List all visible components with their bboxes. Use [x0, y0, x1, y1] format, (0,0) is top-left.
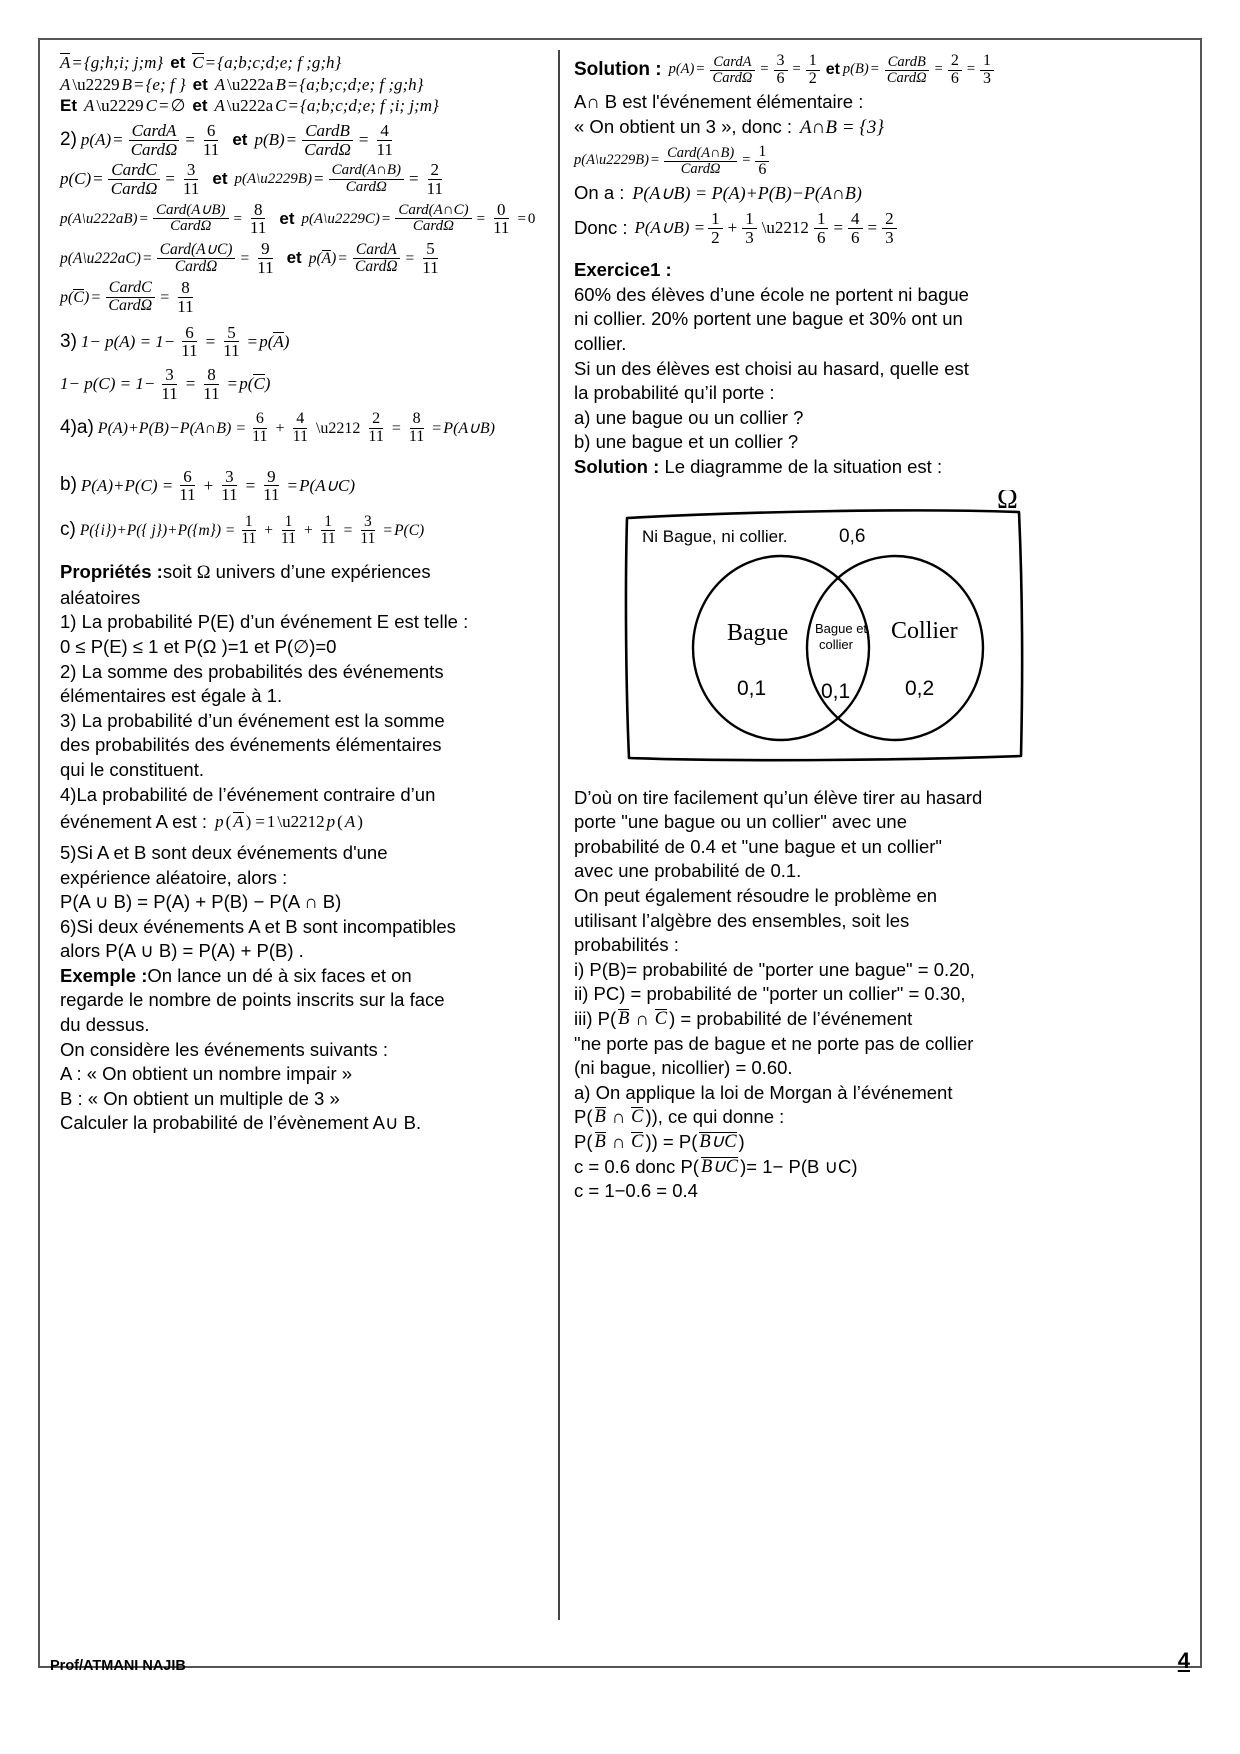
item4b-f3d: 11 — [263, 485, 280, 505]
exercice1-l3: collier. — [574, 333, 627, 355]
pb-val-num: 4 — [377, 122, 392, 141]
pb-num: CardB — [302, 122, 353, 141]
item-2-label: 2) — [60, 128, 77, 150]
after-l10-inter: ∩ — [635, 1007, 649, 1029]
propriete-4-line-2: événement A est : p ( A ) = 1 \u2212 p ( A ) — [60, 809, 550, 835]
exemple-line-2: regarde le nombre de points inscrits sur la face — [60, 989, 445, 1011]
item4a-f4d: 11 — [408, 428, 425, 446]
venn-outside-value: 0,6 — [839, 525, 866, 547]
propriete-5-line-2: expérience aléatoire, alors : — [60, 866, 288, 888]
solution-1-l1: A∩ B est l'événement élémentaire : — [574, 91, 864, 113]
exemple-line-4: On considère les événements suivants : — [60, 1038, 389, 1060]
item4a-tail: P(A∪B) — [443, 419, 495, 437]
pb-val-den: 11 — [376, 139, 393, 159]
solution-1-ona — [574, 181, 1074, 206]
solution-1-donc: Donc : P(A∪B) = $\frac{1}{2}$ + $\frac{1}{3}$ \u2212 $\frac{1}{6}$ = $\frac{4}{6}$ = $\frac{2}{3}$ — [574, 210, 1074, 246]
venn-collier-value: 0,2 — [905, 676, 935, 700]
after-l15-bcbar: B∪C — [699, 1131, 737, 1152]
propriete-3-line-3: qui le constituent. — [60, 759, 204, 781]
item4b-f2d: 11 — [221, 485, 238, 505]
venn-middle-label-1: Bague et — [815, 620, 868, 636]
item-4a: 4)a) P(A)+P(B)−P(A∩B) = $\frac{6}{11}$ + $\frac{4}{11}$ \u2212 $\frac{2}{11}$ = $\frac{8}{11}$ = P(A∪B) — [60, 410, 495, 446]
donc-label: Donc : — [574, 216, 628, 238]
item-3-line-1: 3) 1− p(A) = 1− $\frac{6}{11}$ = $\frac{5}{11}$ = p(A) — [60, 322, 290, 361]
item-4b-label: b) — [60, 474, 77, 496]
pabar-val-num: 5 — [423, 240, 438, 259]
propriete-2-line-1: 2) La somme des probabilités des événements — [60, 660, 444, 682]
item4c-f3d: 11 — [320, 530, 336, 548]
pc-num: CardC — [108, 161, 160, 180]
item4a-f1n: 6 — [253, 411, 267, 429]
pc-val-num: 3 — [184, 161, 199, 180]
after-l16-a: c = 0.6 donc P( — [574, 1155, 699, 1177]
after-l6: utilisant l’algèbre des ensembles, soit les — [574, 909, 910, 931]
item4c-lead: P({i})+P({ j})+P({m}) = — [79, 522, 236, 540]
solution-1-title: Solution : — [574, 58, 662, 80]
after-l7: probabilités : — [574, 934, 679, 956]
item4a-f4n: 8 — [410, 411, 424, 429]
after-l8: i) P(B)= probabilité de "porter une bague" = 0.20, — [574, 958, 975, 980]
after-l10-a: iii) P( — [574, 1007, 617, 1029]
exercice1-l2: ni collier. 20% portent une bague et 30% ont un — [574, 308, 963, 330]
solution-1-l2 — [574, 115, 1074, 140]
et-prefix: Et — [60, 96, 77, 116]
after-l10-e: ) = probabilité de l’événement — [669, 1007, 913, 1029]
exercice1-l1: 60% des élèves d’une école ne portent ni bague — [574, 283, 969, 305]
after-l11: "ne porte pas de bague et ne porte pas de collier — [574, 1032, 974, 1054]
pac-inter-num: Card(A∩C) — [395, 203, 471, 220]
exercice1-title: Exercice1 : — [574, 259, 672, 281]
exemple-line-6: B : « On obtient un multiple de 3 » — [60, 1087, 340, 1109]
exercice1-solution-line — [574, 455, 1074, 480]
item4b-f1n: 6 — [180, 468, 195, 487]
exercice1-solution-rest: Le diagramme de la situation est : — [664, 456, 943, 478]
after-l10-bbar: B — [618, 1008, 630, 1029]
et-label-3: et — [192, 96, 208, 116]
exemple-line-5: A : « On obtient un nombre impair » — [60, 1063, 353, 1085]
sol-pb-v1d: 6 — [950, 69, 959, 87]
omega-symbol: Ω — [196, 563, 211, 584]
proprietes-intro — [60, 560, 550, 586]
ona-label: On a : — [574, 182, 625, 204]
author-label: Prof/ATMANI NAJIB — [50, 1658, 186, 1674]
after-l15-a: P( — [574, 1130, 593, 1152]
two-column-layout — [50, 50, 1190, 1620]
donc-f1n: 1 — [708, 210, 723, 229]
donc-f3d: 6 — [816, 227, 826, 247]
after-l12: (ni bague, nicollier) = 0.60. — [574, 1057, 793, 1079]
item3-l2-lead: 1− p(C) = 1− — [60, 373, 156, 393]
pa-val-den: 11 — [202, 139, 220, 159]
sol-pab-den: CardΩ — [680, 160, 721, 177]
solution-1-pab: p(A\u2229B) = $\frac{\text{Card(A∩B)}}{\text{CardΩ}}$ = $\frac{1}{6}$ — [574, 144, 1074, 178]
after-l15-e: )) = P( — [645, 1130, 698, 1152]
propriete-4-line-1: 4)La probabilité de l’événement contraire d’un — [60, 783, 436, 805]
formula-ab-inter-union: A \u2229 B = {e; f } et A \u222a B = {a;b;c;d;e; f ;g;h} — [60, 74, 424, 94]
exercice1-l6: a) une bague ou un collier ? — [574, 406, 804, 428]
sol-pb-v1n: 2 — [948, 53, 962, 71]
solution-1-l2-text: « On obtient un 3 », donc : — [574, 116, 793, 138]
sol-pb-v2d: 3 — [983, 69, 992, 87]
sol-pab-vd: 6 — [758, 160, 767, 178]
pac-inter-result: 0 — [527, 210, 536, 227]
venn-omega-label: Ω — [997, 489, 1018, 515]
after-l14-inter: ∩ — [611, 1106, 626, 1128]
donc-f2d: 3 — [745, 227, 754, 247]
solution-1-line: Solution : p(A) = $\frac{\text{CardA}}{\text{CardΩ}}$ = $\frac{3}{6}$ = $\frac{1}{2}$ et p(B) = $\frac{\text{CardB}}{\text{CardΩ}}$ = $\frac{2}{6}$ = $\frac{1}{3}$ — [574, 53, 1074, 87]
after-l3: probabilité de 0.4 et "une bague et un collier" — [574, 835, 942, 857]
pab-union-val-num: 8 — [251, 201, 266, 220]
pab-union-val-den: 11 — [250, 218, 267, 238]
propriete-5-line-3: P(A ∪ B) = P(A) + P(B) − P(A ∩ B) — [60, 891, 342, 913]
et-q2b: et — [212, 169, 228, 189]
donc-lead: P(A∪B) = — [634, 217, 706, 237]
propriete-1-line-1: 1) La probabilité P(E) d’un événement E est telle : — [60, 611, 469, 633]
propriete-4-lead: événement A est : — [60, 810, 208, 832]
pa-num: CardA — [129, 122, 180, 141]
item4c-f1n: 1 — [242, 514, 256, 531]
exercice1-l4: Si un des élèves est choisi au hasard, quelle est — [574, 357, 969, 379]
pac-union-num: Card(A∪C) — [157, 242, 236, 259]
exemple-line-7: Calculer la probabilité de l’évènement A∪ B. — [60, 1112, 422, 1134]
item4b-lead: P(A)+P(C) = — [80, 475, 174, 495]
pac-inter-val-num: 0 — [494, 201, 509, 220]
ac-inter-empty: ∅ — [170, 96, 186, 116]
venn-bague-label: Bague — [727, 619, 789, 646]
after-l5: On peut également résoudre le problème en — [574, 885, 938, 907]
item3-l2-f2n: 8 — [204, 366, 219, 385]
item4a-lead: P(A)+P(B)−P(A∩B) = — [97, 419, 247, 437]
pa-den: CardΩ — [130, 139, 178, 159]
donc-f4d: 6 — [851, 227, 860, 247]
sol-pb-v2n: 1 — [980, 53, 994, 71]
after-l15 — [574, 1130, 1074, 1155]
pac-inter-val-den: 11 — [493, 218, 510, 238]
sol-pa-den: CardΩ — [712, 69, 753, 86]
sol-pa-v1n: 3 — [774, 53, 788, 71]
propriete-5-line-1: 5)Si A et B sont deux événements d'une — [60, 841, 388, 863]
donc-f3n: 1 — [814, 210, 829, 229]
after-l9: ii) PC) = probabilité de "porter un collier" = 0.30, — [574, 983, 966, 1005]
item-2-pa-pb: 2) p(A) = $\frac{\text{CardA}}{\text{CardΩ}}$ = $\frac{6}{11}$ et p(B) = $\frac{\text{CardB}}{\text{CardΩ}}$ = $\frac{4}{11}$ — [60, 122, 550, 158]
venn-diagram — [609, 490, 1039, 780]
proprietes-title: Propriétés : — [60, 561, 163, 583]
propriete-6-line-2: alors P(A ∪ B) = P(A) + P(B) . — [60, 940, 304, 962]
pa-val-num: 6 — [204, 122, 219, 141]
item4c-f2n: 1 — [282, 514, 296, 531]
pac-inter-den: CardΩ — [412, 218, 455, 235]
exercice1-l7: b) une bague et un collier ? — [574, 431, 799, 453]
item3-l1-lead: 1− p(A) = 1− — [80, 331, 176, 351]
item4a-f2d: 11 — [292, 428, 308, 446]
exemple-title: Exemple : — [60, 964, 148, 986]
after-l15-cbar: C — [631, 1131, 644, 1152]
pc-val-den: 11 — [182, 179, 200, 199]
item4c-f4n: 3 — [361, 514, 375, 531]
item4a-f1d: 11 — [252, 428, 268, 446]
after-l14-a: P( — [574, 1106, 593, 1128]
item-2-pc-pab: p(C) = $\frac{\text{CardC}}{\text{CardΩ}}$ = $\frac{3}{11}$ et p(A\u2229B) = $\frac{\text{Card(A∩B)}}{\text{CardΩ}}$ = $\frac{2}{11}$ — [60, 161, 550, 197]
proprietes-intro-b: univers d’une expériences — [215, 561, 431, 583]
item4b-f1d: 11 — [179, 485, 196, 505]
abar-set: {g;h;i; j;m} — [83, 52, 164, 72]
after-l14-e: )), ce qui donne : — [645, 1106, 785, 1128]
pab-inter-val-den: 11 — [426, 179, 443, 199]
item3-l2-f1d: 11 — [161, 383, 178, 403]
pc-den: CardΩ — [110, 179, 158, 199]
sol-pa-v2n: 1 — [806, 53, 820, 71]
pab-union-den: CardΩ — [170, 218, 212, 235]
page-footer — [50, 1648, 1190, 1674]
donc-f4n: 4 — [848, 210, 863, 229]
after-l10-cbar: C — [654, 1008, 668, 1029]
et-sol: et — [825, 61, 840, 79]
after-l14 — [574, 1105, 1074, 1130]
donc-f1d: 2 — [711, 227, 720, 247]
sol-pb-den: CardΩ — [886, 69, 927, 86]
item3-l1-f1n: 6 — [182, 324, 197, 343]
pac-union-den: CardΩ — [174, 257, 218, 275]
after-l2: porte "une bague ou un collier" avec une — [574, 811, 908, 833]
item3-l2-f2d: 11 — [203, 383, 220, 403]
venn-bague-value: 0,1 — [737, 676, 767, 700]
exercice1-l5: la probabilité qu’il porte : — [574, 382, 775, 404]
exercice1-solution-title: Solution : — [574, 456, 660, 478]
propriete-3-line-1: 3) La probabilité d’un événement est la somme — [60, 709, 445, 731]
item4c-tail: P(C) — [394, 522, 425, 540]
item-4a-label: 4)a) — [60, 417, 94, 439]
item-4c: c) P({i})+P({ j})+P({m}) = $\frac{1}{11}$ + $\frac{1}{11}$ + $\frac{1}{11}$ = $\frac{3}{11}$ = P(C) — [60, 513, 425, 548]
item4c-f1d: 11 — [241, 530, 257, 548]
item3-l1-f2d: 11 — [223, 341, 240, 361]
donc-f5d: 3 — [885, 227, 894, 247]
after-l1: D’où on tire facilement qu’un élève tirer au hasard — [574, 786, 983, 808]
item4a-f3d: 11 — [368, 428, 384, 446]
propriete-2-line-2: élémentaires est égale à 1. — [60, 685, 283, 707]
item3-l1-f1d: 11 — [181, 341, 198, 361]
sol-pab-vn: 1 — [755, 144, 769, 162]
item4c-f2d: 11 — [281, 530, 296, 548]
ab-union-set: {a;b;c;d;e; f ;g;h} — [299, 74, 424, 94]
item4b-f3n: 9 — [264, 468, 279, 487]
et-label-2: et — [192, 74, 208, 94]
et-q2a: et — [232, 129, 248, 149]
pab-union-num: Card(A∪B) — [153, 203, 229, 220]
right-column — [560, 50, 1080, 1620]
item-4c-label: c) — [60, 519, 76, 541]
after-l4: avec une probabilité de 0.1. — [574, 860, 802, 882]
solution-1-l2-math: A∩B = {3} — [800, 116, 884, 138]
sol-pa-num: CardA — [710, 55, 754, 71]
item3-l2-f1n: 3 — [162, 366, 177, 385]
sol-pa-v2d: 2 — [808, 69, 817, 87]
pab-inter-num: Card(A∩B) — [329, 163, 404, 180]
donc-f2n: 1 — [742, 210, 757, 229]
item4b-tail: P(A∪C) — [299, 475, 356, 495]
ona-math: P(A∪B) = P(A)+P(B)−P(A∩B) — [632, 182, 862, 203]
propriete-3-line-2: des probabilités des événements élémentaires — [60, 734, 442, 756]
sol-pa-v1d: 6 — [776, 69, 785, 87]
item-2-pcbar: p(C) = $\frac{\text{CardC}}{\text{CardΩ}}$ = $\frac{8}{11}$ — [60, 279, 550, 315]
pabar-val-den: 11 — [422, 257, 439, 277]
formula-ac-inter-union: Et A \u2229 C = ∅ et A \u222a C = {a;b;c;d;e; f ;i; j;m} — [60, 96, 439, 116]
item4b-f2n: 3 — [222, 468, 237, 487]
after-l16-c: )= 1− P(B ∪C) — [740, 1155, 858, 1177]
after-l14-bbar: B — [594, 1107, 606, 1128]
pcbar-val-num: 8 — [178, 279, 193, 298]
sol-pab-num: Card(A∩B) — [664, 146, 737, 162]
et-q2d: et — [286, 247, 302, 267]
cbar-set: {a;b;c;d;e; f ;g;h} — [217, 52, 342, 72]
after-l16-bcbar: B∪C — [700, 1156, 739, 1177]
item4a-f2n: 4 — [293, 411, 307, 429]
after-l15-bbar: B — [594, 1131, 606, 1152]
after-l17: c = 1−0.6 = 0.4 — [574, 1180, 698, 1202]
et-label: et — [170, 52, 186, 72]
formula-abar-cbar: A = {g;h;i; j;m} et C = {a;b;c;d;e; f ;g;h} — [60, 52, 342, 72]
after-l15-inter: ∩ — [611, 1130, 626, 1152]
left-column — [50, 50, 560, 1620]
ac-union-set: {a;b;c;d;e; f ;i; j;m} — [300, 96, 439, 116]
pab-inter-den: CardΩ — [345, 179, 387, 196]
pac-union-val-den: 11 — [257, 257, 274, 277]
item-4b: b) P(A)+P(C) = $\frac{6}{11}$ + $\frac{3}{11}$ = $\frac{9}{11}$ = P(A∪C) — [60, 466, 356, 505]
page-number: 4 — [1177, 1648, 1190, 1673]
pabar-num: CardA — [353, 242, 400, 259]
after-l16 — [574, 1155, 1074, 1180]
item4a-f3n: 2 — [369, 411, 383, 429]
exemple-l1: On lance un dé à six faces et on — [147, 964, 412, 986]
item4c-f3n: 1 — [321, 514, 335, 531]
proprietes-intro-a: soit — [162, 561, 192, 583]
proprietes-intro-c: aléatoires — [60, 586, 141, 608]
ab-inter-set: {e; f } — [145, 74, 186, 94]
sol-pb-num: CardB — [885, 55, 929, 71]
propriete-6-line-1: 6)Si deux événements A et B sont incompatibles — [60, 915, 456, 937]
exemple-line-1 — [60, 964, 550, 989]
venn-outside-label: Ni Bague, ni collier. — [642, 526, 788, 546]
venn-middle-value: 0,1 — [821, 679, 851, 703]
exemple-line-3: du dessus. — [60, 1014, 150, 1036]
pabar-den: CardΩ — [355, 257, 398, 275]
item-2-pab-union-pac-inter: p(A\u222aB) = $\frac{\text{Card(A∪B)}}{\text{CardΩ}}$ = $\frac{8}{11}$ et p(A\u2229C) = $\frac{\text{Card(A∩C)}}{\text{CardΩ}}$ = $\frac{0}{11}$ = 0 — [60, 199, 536, 238]
pcbar-num: CardC — [106, 280, 155, 298]
pac-union-val-num: 9 — [258, 240, 273, 259]
item-3-label: 3) — [60, 330, 77, 352]
item3-l1-f2n: 5 — [224, 324, 239, 343]
after-l13: a) On applique la loi de Morgan à l’événement — [574, 1081, 953, 1103]
pab-inter-val-num: 2 — [428, 161, 443, 180]
pb-den: CardΩ — [304, 139, 351, 159]
venn-middle-label-2: collier — [819, 636, 853, 652]
donc-f5n: 2 — [882, 210, 897, 229]
pcbar-den: CardΩ — [108, 297, 153, 315]
venn-collier-label: Collier — [891, 617, 958, 644]
after-l10 — [574, 1007, 1074, 1032]
propriete-1-line-2: 0 ≤ P(E) ≤ 1 et P(Ω )=1 et P(∅)=0 — [60, 636, 337, 658]
item4c-f4d: 11 — [360, 530, 376, 548]
pcbar-val-den: 11 — [177, 297, 194, 317]
after-l14-cbar: C — [631, 1107, 644, 1128]
et-q2c: et — [279, 208, 295, 228]
after-l15-g: ) — [738, 1130, 745, 1152]
item-2-pac-union-pabar: p(A\u222aC) = $\frac{\text{Card(A∪C)}}{\text{CardΩ}}$ = $\frac{9}{11}$ et p(A) = $\frac{\text{CardA}}{\text{CardΩ}}$ = $\frac{5}{11}$ — [60, 240, 550, 276]
item-3-line-2: 1− p(C) = 1− $\frac{3}{11}$ = $\frac{8}{11}$ = p(C) — [60, 365, 271, 403]
